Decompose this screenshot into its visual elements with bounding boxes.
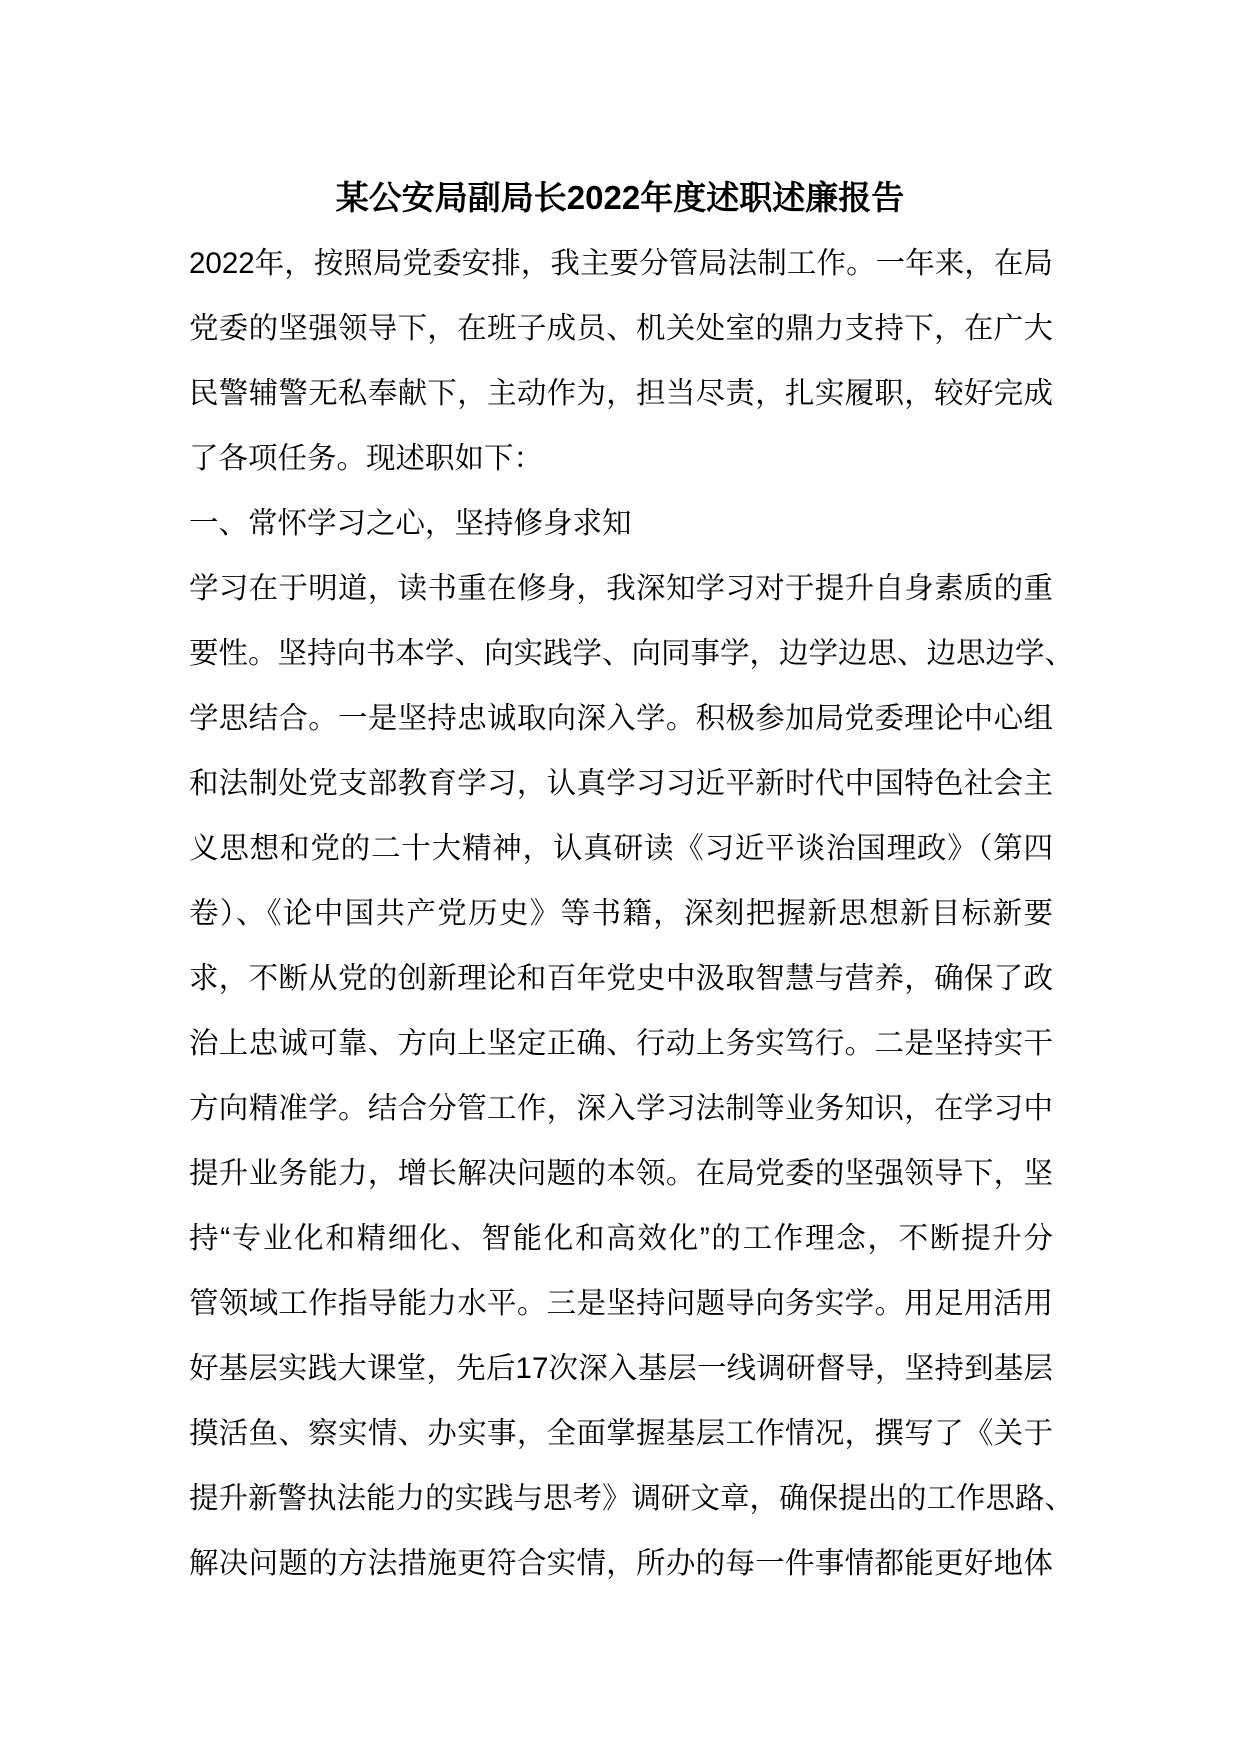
paragraph-line: 党委的坚强领导下，在班子成员、机关处室的鼎力支持下，在广大 — [189, 312, 1053, 345]
paragraph-line: 2022年，按照局党委安排，我主要分管局法制工作。一年来，在局 — [189, 247, 1053, 280]
paragraph-line: 治上忠诚可靠、方向上坚定正确、行动上务实笃行。二是坚持实干 — [189, 1027, 1053, 1060]
paragraph-line: 摸活鱼、察实情、办实事，全面掌握基层工作情况，撰写了《关于 — [189, 1417, 1053, 1450]
paragraph-line: 持“专业化和精细化、智能化和高效化”的工作理念，不断提升分 — [189, 1222, 1053, 1255]
paragraph-line: 卷）、《论中国共产党历史》等书籍，深刻把握新思想新目标新要 — [189, 897, 1053, 930]
paragraph-line: 方向精准学。结合分管工作，深入学习法制等业务知识，在学习中 — [189, 1092, 1053, 1125]
document-title: 某公安局副局长2022年度述职述廉报告 — [335, 179, 905, 216]
paragraph-line: 学思结合。一是坚持忠诚取向深入学。积极参加局党委理论中心组 — [189, 702, 1053, 735]
paragraph-line: 解决问题的方法措施更符合实情，所办的每一件事情都能更好地体 — [189, 1547, 1053, 1580]
paragraph-line: 民警辅警无私奉献下，主动作为，担当尽责，扎实履职，较好完成 — [189, 377, 1053, 410]
paragraph-line: 要性。坚持向书本学、向实践学、向同事学，边学边思、边思边学、 — [189, 637, 1075, 670]
paragraph-line: 义思想和党的二十大精神，认真研读《习近平谈治国理政》（第四 — [189, 832, 1053, 865]
paragraph-line: 提升业务能力，增长解决问题的本领。在局党委的坚强领导下，坚 — [189, 1157, 1053, 1190]
document-body — [189, 231, 1075, 1596]
paragraph-line: 学习在于明道，读书重在修身，我深知学习对于提升自身素质的重 — [189, 572, 1053, 605]
paragraph-line: 求，不断从党的创新理论和百年党史中汲取智慧与营养，确保了政 — [189, 962, 1053, 995]
paragraph-line: 提升新警执法能力的实践与思考》调研文章，确保提出的工作思路、 — [189, 1482, 1075, 1515]
paragraph-line: 了各项任务。现述职如下： — [189, 442, 544, 475]
paragraph-line: 管领域工作指导能力水平。三是坚持问题导向务实学。用足用活用 — [189, 1287, 1053, 1320]
paragraph-line: 和法制处党支部教育学习，认真学习习近平新时代中国特色社会主 — [189, 767, 1053, 800]
section-heading: 一、常怀学习之心，坚持修身求知 — [189, 507, 632, 540]
paragraph-line: 好基层实践大课堂，先后17次深入基层一线调研督导，坚持到基层 — [189, 1352, 1053, 1385]
